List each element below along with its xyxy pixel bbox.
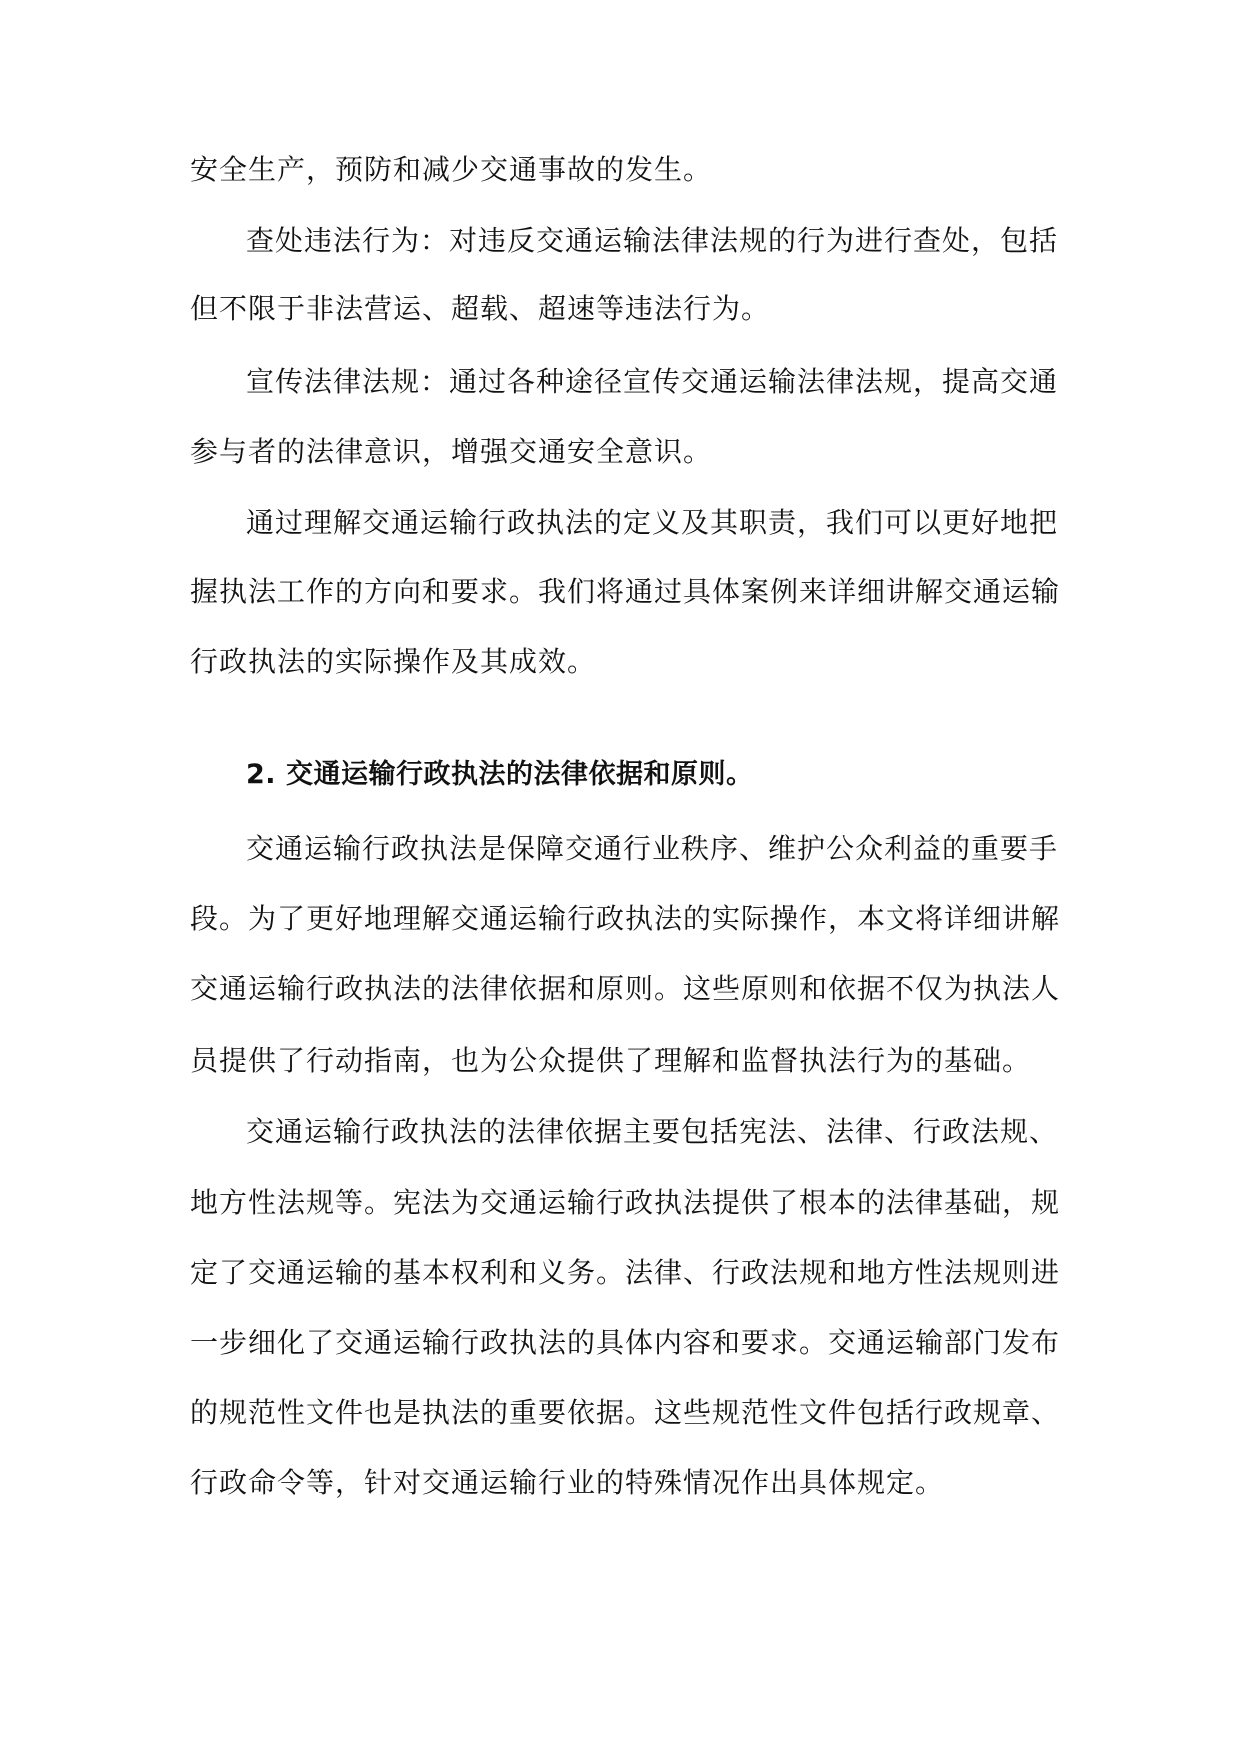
text-line: 段。为了更好地理解交通运输行政执法的实际操作，本文将详细讲解 [190, 902, 1061, 935]
text-line: 的规范性文件也是执法的重要依据。这些规范性文件包括行政规章、 [190, 1396, 1061, 1429]
text-line: 行政命令等，针对交通运输行业的特殊情况作出具体规定。 [190, 1466, 945, 1499]
text-line: 宣传法律法规：通过各种途径宣传交通运输法律法规，提高交通 [246, 365, 1059, 398]
text-line: 行政执法的实际操作及其成效。 [190, 645, 597, 678]
text-line: 通过理解交通运输行政执法的定义及其职责，我们可以更好地把 [246, 506, 1059, 539]
text-line: 安全生产，预防和减少交通事故的发生。 [190, 153, 713, 186]
text-line: 交通运输行政执法的法律依据和原则。这些原则和依据不仅为执法人 [190, 972, 1061, 1005]
text-line: 地方性法规等。宪法为交通运输行政执法提供了根本的法律基础，规 [190, 1186, 1061, 1219]
text-line: 一步细化了交通运输行政执法的具体内容和要求。交通运输部门发布 [190, 1326, 1061, 1359]
text-line: 查处违法行为：对违反交通运输法律法规的行为进行查处，包括 [246, 224, 1059, 257]
text-line: 但不限于非法营运、超载、超速等违法行为。 [190, 292, 771, 325]
section-heading: 2. 交通运输行政执法的法律依据和原则。 [246, 759, 754, 790]
text-line: 参与者的法律意识，增强交通安全意识。 [190, 435, 713, 468]
text-line: 员提供了行动指南，也为公众提供了理解和监督执法行为的基础。 [190, 1044, 1032, 1077]
text-line: 交通运输行政执法是保障交通行业秩序、维护公众利益的重要手 [246, 832, 1059, 865]
text-line: 握执法工作的方向和要求。我们将通过具体案例来详细讲解交通运输 [190, 575, 1061, 608]
text-line: 交通运输行政执法的法律依据主要包括宪法、法律、行政法规、 [246, 1115, 1059, 1148]
text-line: 定了交通运输的基本权利和义务。法律、行政法规和地方性法规则进 [190, 1256, 1061, 1289]
